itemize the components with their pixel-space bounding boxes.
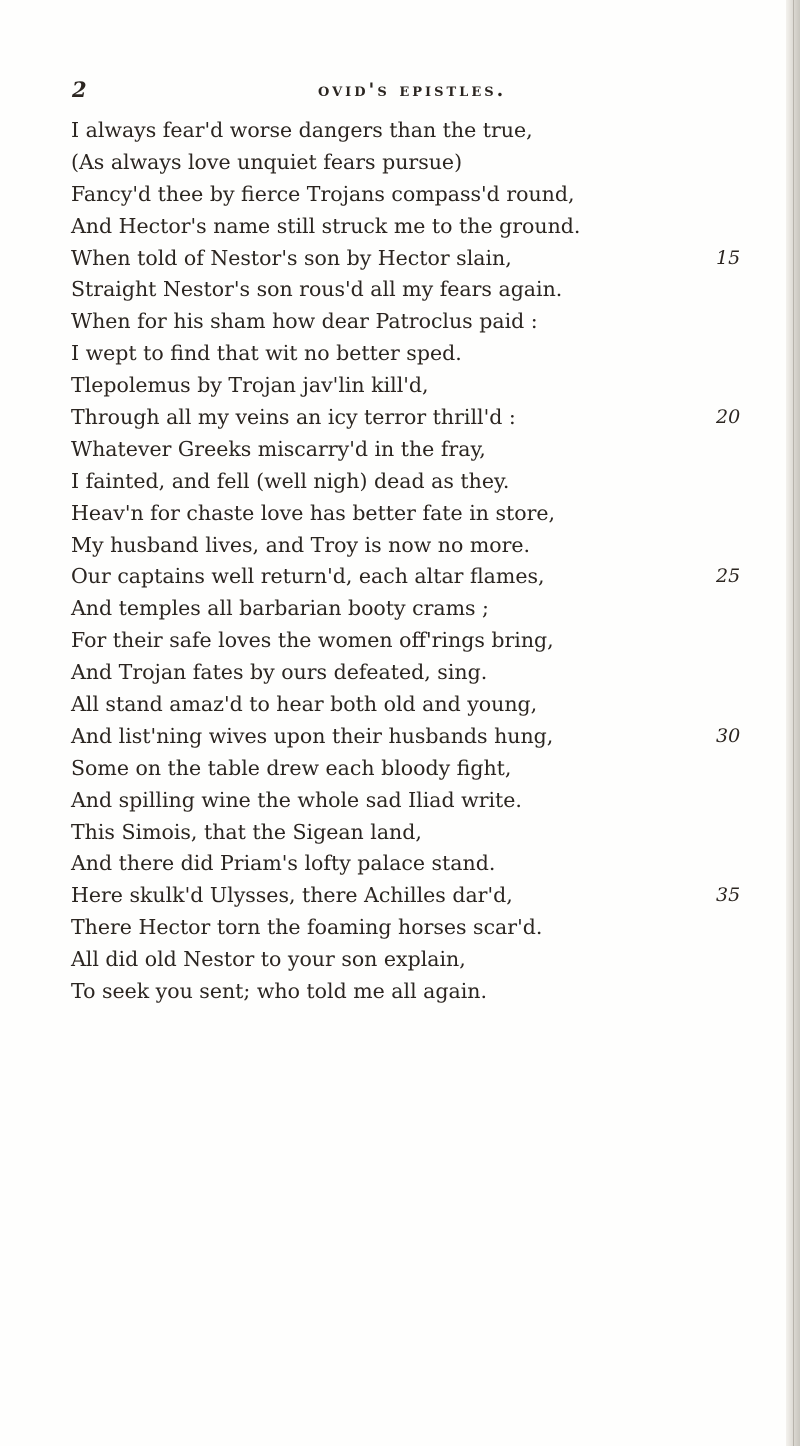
poem-line [71,147,751,179]
poem-line [71,848,751,880]
poem-line [71,721,751,753]
poem-line [71,338,751,370]
poem-line [71,434,751,466]
poem-line [71,530,751,562]
poem-body [71,115,751,1008]
poem-line [71,593,751,625]
poem-line [71,880,751,912]
poem-line-text: Heav'n for chaste love has better fate in store, [71,500,556,525]
poem-line [71,785,751,817]
poem-line-text: Fancy'd thee by fierce Trojans compass'd round, [71,181,575,206]
poem-line [71,115,751,147]
poem-line [71,625,751,657]
poem-line-text: (As always love unquiet fears pursue) [71,149,463,174]
poem-line [71,211,751,243]
poem-line [71,179,751,211]
poem-line [71,976,751,1008]
poem-line [71,466,751,498]
poem-line-text: All did old Nestor to your son explain, [71,947,466,972]
poem-line-text: When told of Nestor's son by Hector slain, [71,245,512,270]
poem-line [71,498,751,530]
poem-line-text: My husband lives, and Troy is now no more. [71,532,531,557]
line-number: 20 [716,406,741,429]
poem-line [71,274,751,306]
poem-line-text: There Hector torn the foaming horses scar'd. [71,915,543,940]
line-number: 15 [716,246,741,269]
poem-line [71,912,751,944]
poem-line-text: Tlepolemus by Trojan jav'lin kill'd, [71,373,429,398]
poem-line-text: To seek you sent; who told me all again. [71,979,487,1004]
poem-line-text: All stand amaz'd to hear both old and young, [71,692,538,717]
line-number: 25 [716,565,741,588]
poem-line [71,944,751,976]
poem-line-text: And temples all barbarian booty crams ; [71,596,489,621]
poem-line-text: I wept to find that wit no better sped. [71,341,462,366]
poem-line-text: And Hector's name still struck me to the ground. [71,213,581,238]
page-edge-line [793,0,794,1446]
poem-line [71,561,751,593]
poem-line [71,370,751,402]
poem-line-text: Whatever Greeks miscarry'd in the fray, [71,436,486,461]
poem-line [71,657,751,689]
poem-line [71,243,751,275]
poem-line-text: For their safe loves the women off'rings bring, [71,628,554,653]
poem-line [71,402,751,434]
poem-line [71,753,751,785]
poem-line-text: And list'ning wives upon their husbands hung, [71,723,554,748]
poem-line-text: Through all my veins an icy terror thrill'd : [71,405,516,430]
poem-line-text: And spilling wine the whole sad Iliad write. [71,787,522,812]
poem-line-text: Some on the table drew each bloody fight, [71,755,512,780]
line-number: 30 [716,724,741,747]
poem-line-text: This Simois, that the Sigean land, [71,819,422,844]
poem-line-text: And there did Priam's lofty palace stand. [71,851,496,876]
line-number: 35 [716,884,741,907]
poem-line-text: I always fear'd worse dangers than the true, [71,118,533,142]
poem-line-text: When for his sham how dear Patroclus paid : [71,309,538,334]
poem-line [71,689,751,721]
poem-line-text: And Trojan fates by ours defeated, sing. [71,660,488,685]
running-title: ovid's epistles. [318,79,507,101]
poem-line-text: Here skulk'd Ulysses, there Achilles dar'd, [71,883,513,908]
page-header [0,77,800,107]
poem-line-text: Straight Nestor's son rous'd all my fears again. [71,277,563,302]
poem-line [71,817,751,849]
page-number: 2 [72,77,87,102]
poem-line-text: I fainted, and fell (well nigh) dead as they. [71,468,510,493]
poem-line [71,306,751,338]
poem-line-text: Our captains well return'd, each altar flames, [71,564,545,589]
